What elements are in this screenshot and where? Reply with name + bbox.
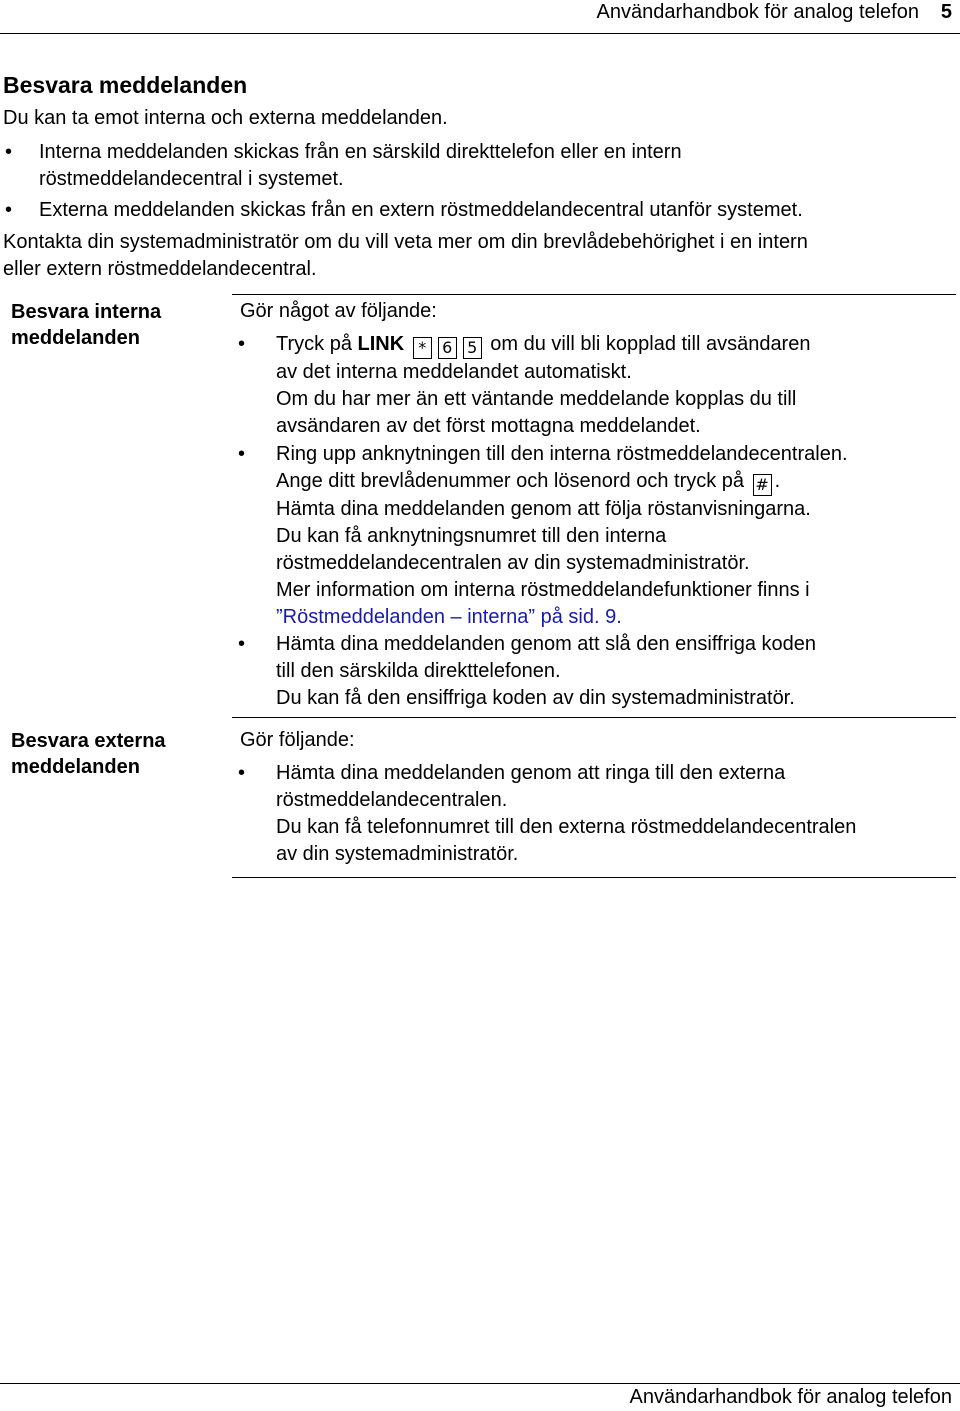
bullet-dot: •: [238, 633, 246, 655]
label-external-messages: Besvara externa meddelanden: [11, 730, 166, 778]
internal-lead: Gör något av följande:: [240, 300, 437, 322]
bullet-dot: •: [238, 333, 246, 355]
internal-option-direct-phone: • Hämta dina meddelanden genom att slå den ensiffriga koden till den särskilda direkttelefonen. Du kan få den ensiffriga koden av din systemadministratör.: [238, 633, 816, 709]
digit-6-key-icon: 6: [438, 337, 457, 359]
bullet-dot: •: [5, 141, 13, 163]
footer-title: Användarhandbok för analog telefon: [629, 1386, 952, 1408]
bullet-dot: •: [238, 762, 246, 784]
digit-5-key-icon: 5: [463, 337, 482, 359]
page-header: [0, 0, 960, 34]
footer-rule: [0, 1383, 960, 1384]
voicemail-internal-link[interactable]: ”Röstmeddelanden – interna” på sid. 9.: [276, 606, 622, 628]
section-heading: Besvara meddelanden: [3, 72, 248, 98]
bullet-dot: •: [238, 443, 246, 465]
external-option-call: • Hämta dina meddelanden genom att ringa till den externa röstmeddelandecentralen. Du kan få telefonnumret till den externa röstmeddelandecentralen av din systemadministratör.: [238, 762, 857, 865]
link-key-label: LINK: [357, 333, 405, 355]
table-bottom-rule: [232, 877, 956, 878]
table-top-rule: [232, 294, 956, 295]
header-title: Användarhandbok för analog telefon: [596, 1, 919, 23]
hash-key-icon: #: [753, 474, 772, 496]
page-number: 5: [940, 1, 952, 23]
internal-option-link: • Tryck på LINK * 6 5 om du vill bli kopplad till avsändaren av det interna meddelandet automatiskt. Om du har mer än ett väntande meddelande kopplas du till avsändaren av det först mottagna meddelandet.: [238, 333, 811, 437]
bullet-external-messages: • Externa meddelanden skickas från en extern röstmeddelandecentral utanför systemet.: [39, 197, 803, 224]
internal-option-call-voicemail: • Ring upp anknytningen till den interna röstmeddelandecentralen. Ange ditt brevlådenummer och lösenord och tryck på # . Hämta dina meddelanden genom att följa röstanvisningarna. Du kan få anknytningsnumret till den interna röstmeddelandecentralen av din systemadministratör. Mer information om interna röstmeddelandefunktioner finns i ”Röstmeddelanden – interna” på sid. 9.: [238, 443, 848, 628]
bullet-dot: •: [5, 199, 13, 221]
label-internal-messages: Besvara interna meddelanden: [11, 301, 162, 349]
bullet-internal-messages: • Interna meddelanden skickas från en särskild direkttelefon eller en intern röstmeddelandecentral i systemet.: [5, 141, 682, 190]
admin-note: Kontakta din systemadministratör om du vill veta mer om din brevlådebehörighet i en intern eller extern röstmeddelandecentral.: [3, 231, 808, 280]
star-key-icon: *: [413, 337, 432, 359]
external-lead: Gör följande:: [240, 729, 355, 751]
table-middle-rule: [232, 717, 956, 718]
section-intro: Du kan ta emot interna och externa meddelanden.: [3, 107, 448, 129]
